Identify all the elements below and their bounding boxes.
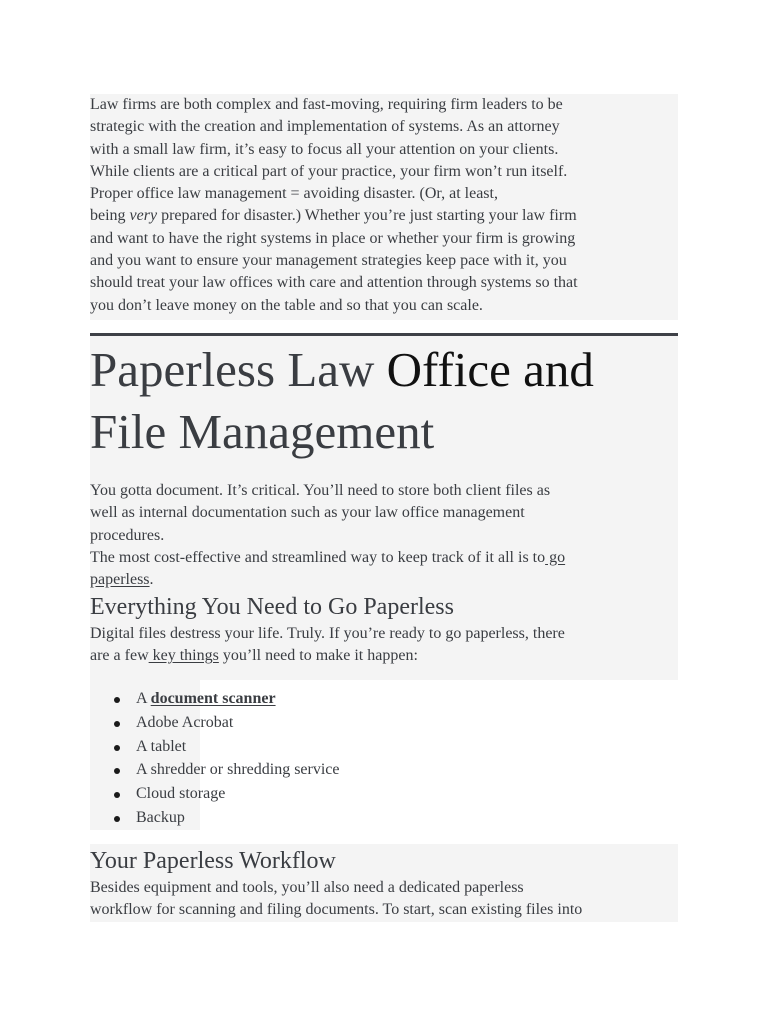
intro-line: and want to have the right systems in place or whether your firm is growing — [90, 229, 576, 247]
list-item-text: A tablet — [136, 737, 187, 755]
intro-line: should treat your law offices with care and attention through systems so that — [90, 274, 578, 292]
intro-line: you don’t leave money on the table and so that you can scale. — [90, 296, 483, 314]
list-item — [90, 782, 340, 806]
key-things-link[interactable]: key things — [148, 647, 219, 665]
bullet-icon — [114, 792, 120, 798]
bullet-icon — [114, 816, 120, 822]
list-item — [90, 806, 340, 830]
documentation-paragraph — [90, 480, 680, 591]
bullet-icon — [114, 768, 120, 774]
paragraph-line — [90, 569, 680, 591]
paragraph-text: you’ll need to make it happen: — [218, 647, 418, 665]
main-heading — [90, 339, 690, 463]
main-heading-line — [90, 339, 690, 401]
paragraph-line — [90, 645, 680, 667]
paperless-workflow-heading: Your Paperless Workflow — [90, 848, 336, 874]
intro-line: with a small law firm, it’s easy to focus all your attention on your clients. — [90, 140, 559, 158]
paragraph-line: Digital files destress your life. Truly. If you’re ready to go paperless, there — [90, 625, 565, 642]
heading-text-and: and — [510, 342, 594, 397]
intro-line: Law firms are both complex and fast-moving, requiring firm leaders to be — [90, 96, 563, 113]
bullet-icon — [114, 697, 120, 703]
intro-line: and you want to ensure your management strategies keep pace with it, you — [90, 252, 567, 270]
intro-line: While clients are a critical part of your practice, your firm won’t run itself. — [90, 162, 568, 180]
list-item — [90, 758, 340, 782]
bullet-icon — [114, 721, 120, 727]
list-item — [90, 687, 340, 711]
go-paperless-link[interactable]: go — [545, 548, 566, 566]
section-divider — [90, 333, 678, 336]
heading-text-office: Office — [386, 342, 511, 397]
paragraph-text: are a few — [90, 647, 149, 665]
paragraph-line: workflow for scanning and filing documents. To start, scan existing files into — [90, 901, 583, 919]
paragraph-line: Besides equipment and tools, you’ll also need a dedicated paperless — [90, 879, 524, 896]
intro-paragraph — [90, 94, 680, 317]
intro-text: being — [90, 207, 130, 225]
paragraph-line — [90, 547, 680, 569]
bullet-icon — [114, 745, 120, 751]
paragraph-line: You gotta document. It’s critical. You’ll need to store both client files as — [90, 482, 551, 499]
list-item-text: Cloud storage — [136, 785, 226, 803]
list-item-text: Adobe Acrobat — [136, 713, 234, 731]
main-heading-line: File Management — [90, 404, 435, 459]
list-item — [90, 735, 340, 759]
heading-text: Paperless Law — [90, 342, 387, 397]
go-paperless-link-cont[interactable]: paperless — [90, 571, 150, 589]
list-item-text: Backup — [136, 808, 185, 826]
paragraph-line: procedures. — [90, 526, 165, 544]
emphasis-very: very — [129, 207, 158, 225]
digital-files-paragraph — [90, 623, 680, 668]
list-item-text: A — [136, 690, 151, 707]
document-scanner-link[interactable]: document scanner — [150, 690, 276, 707]
paragraph-text: . — [149, 571, 154, 589]
intro-line: Proper office law management = avoiding disaster. (Or, at least, — [90, 185, 498, 203]
list-item-text: A shredder or shredding service — [136, 761, 340, 779]
intro-text: prepared for disaster.) Whether you’re just starting your law firm — [157, 207, 577, 225]
everything-you-need-heading: Everything You Need to Go Paperless — [90, 594, 454, 620]
paragraph-line: well as internal documentation such as your law office management — [90, 504, 525, 522]
paragraph-text: The most cost-effective and streamlined way to keep track of it all is to — [90, 548, 546, 566]
intro-line: strategic with the creation and implementation of systems. As an attorney — [90, 118, 560, 136]
list-item — [90, 711, 340, 735]
workflow-paragraph — [90, 877, 680, 922]
intro-line — [90, 205, 680, 227]
equipment-list — [90, 687, 340, 830]
